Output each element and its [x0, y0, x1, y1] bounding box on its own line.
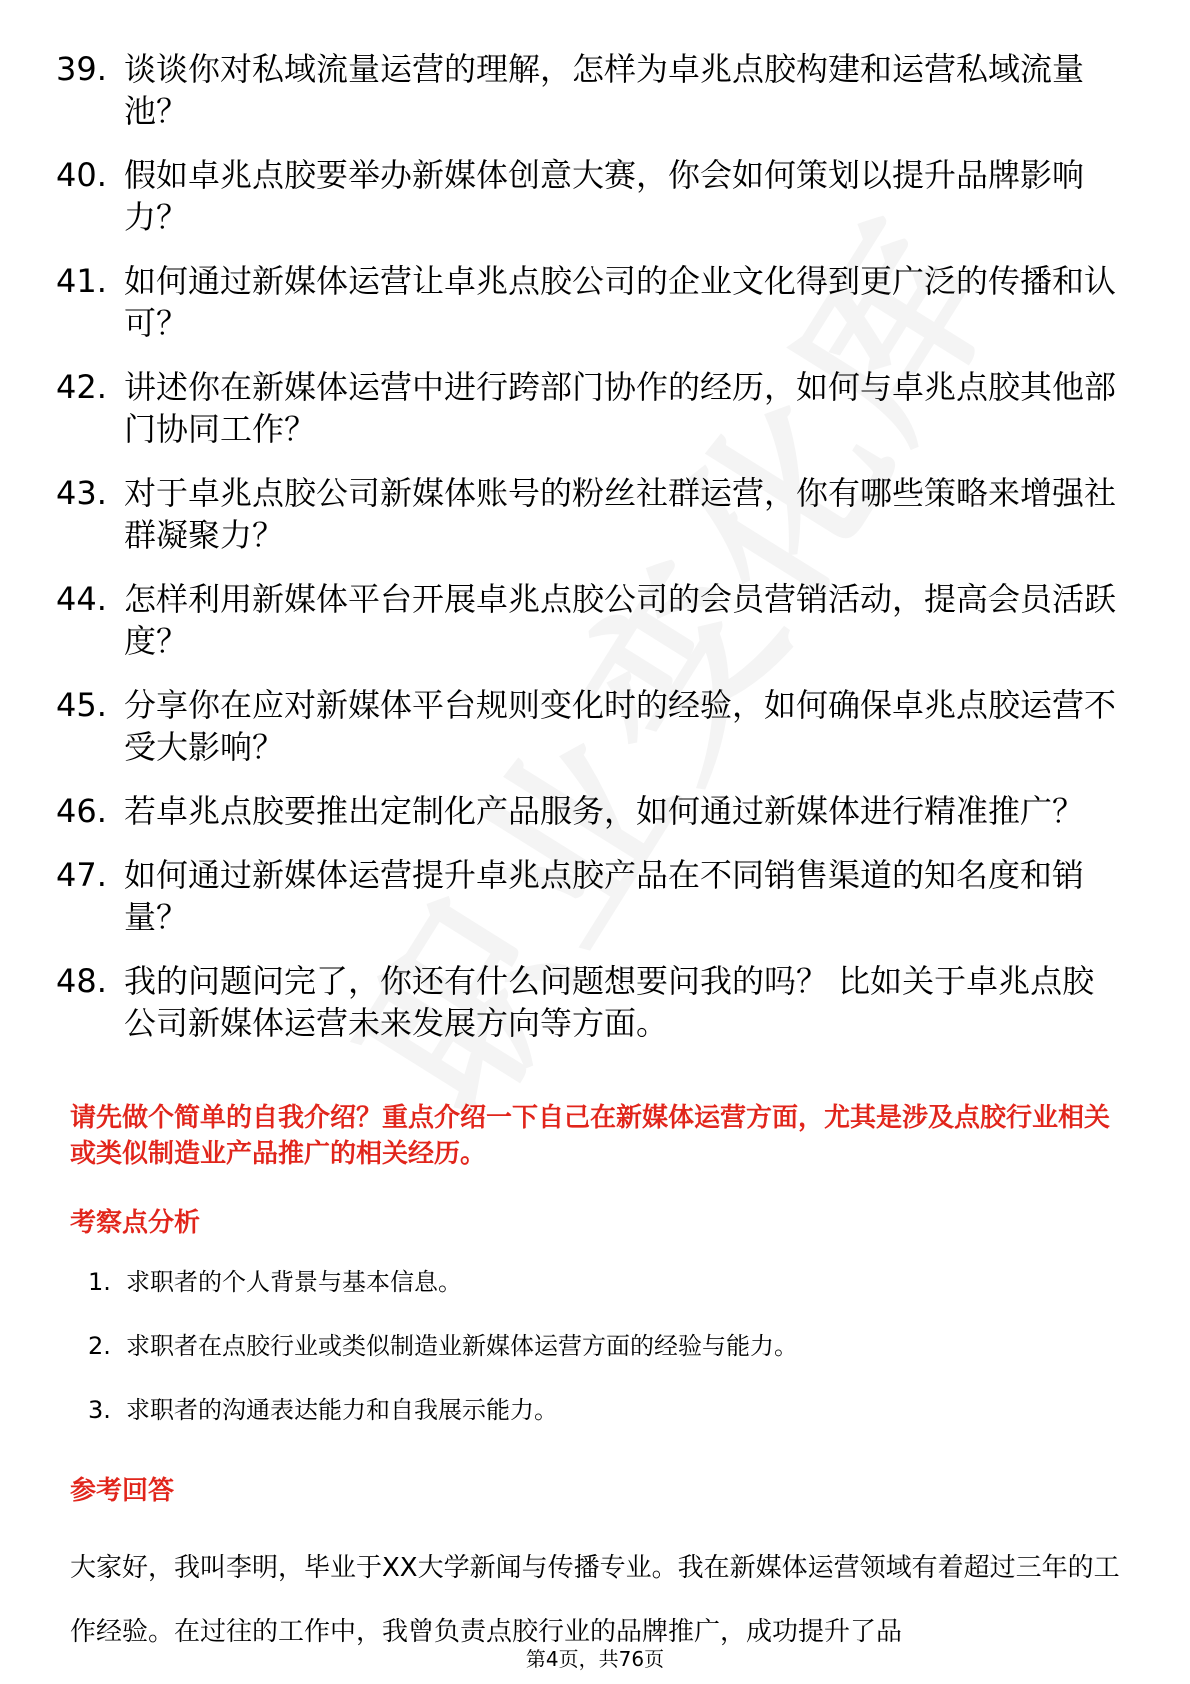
question-number: 44.: [56, 580, 107, 618]
analysis-heading: 考察点分析: [70, 1208, 201, 1238]
question-text: 谈谈你对私域流量运营的理解，怎样为卓兆点胶构建和运营私域流量池？: [124, 50, 1085, 130]
analysis-point: [88, 1329, 1088, 1363]
question-text: 如何通过新媒体运营让卓兆点胶公司的企业文化得到更广泛的传播和认可？: [124, 262, 1117, 342]
point-number: 2.: [88, 1332, 111, 1360]
question-text: 讲述你在新媒体运营中进行跨部门协作的经历，如何与卓兆点胶其他部门协同工作？: [124, 368, 1117, 448]
highlighted-question: 请先做个简单的自我介绍？重点介绍一下自己在新媒体运营方面，尤其是涉及点胶行业相关或类似制造业产品推广的相关经历。: [70, 1103, 1111, 1169]
question-text: 我的问题问完了，你还有什么问题想要问我的吗？ 比如关于卓兆点胶公司新媒体运营未来发展方向等方面。: [124, 962, 1095, 1042]
question-item: [56, 578, 1124, 662]
point-number: 1.: [88, 1268, 111, 1296]
question-number: 48.: [56, 962, 107, 1000]
reference-heading: 参考回答: [70, 1476, 175, 1506]
question-item: [56, 260, 1124, 344]
question-number: 46.: [56, 792, 107, 830]
point-text: 求职者的个人背景与基本信息。: [126, 1268, 462, 1296]
question-item: [56, 960, 1124, 1044]
question-number: 45.: [56, 686, 107, 724]
question-text: 对于卓兆点胶公司新媒体账号的粉丝社群运营，你有哪些策略来增强社群凝聚力？: [124, 474, 1117, 554]
question-number: 39.: [56, 50, 107, 88]
question-list: [0, 48, 1190, 1066]
question-text: 如何通过新媒体运营提升卓兆点胶产品在不同销售渠道的知名度和销量？: [124, 856, 1085, 936]
analysis-points: [88, 1265, 1088, 1457]
question-text: 怎样利用新媒体平台开展卓兆点胶公司的会员营销活动，提高会员活跃度？: [124, 580, 1117, 660]
question-number: 47.: [56, 856, 107, 894]
question-number: 42.: [56, 368, 107, 406]
question-number: 40.: [56, 156, 107, 194]
point-text: 求职者在点胶行业或类似制造业新媒体运营方面的经验与能力。: [126, 1332, 798, 1360]
question-number: 43.: [56, 474, 107, 512]
reference-answer: 大家好，我叫李明，毕业于XX大学新闻与传播专业。我在新媒体运营领域有着超过三年的工作经验。在过往的工作中，我曾负责点胶行业的品牌推广，成功提升了品: [70, 1553, 1120, 1647]
question-item: [56, 154, 1124, 238]
question-text: 假如卓兆点胶要举办新媒体创意大赛，你会如何策划以提升品牌影响力？: [124, 156, 1085, 236]
question-item: [56, 48, 1124, 132]
question-text: 分享你在应对新媒体平台规则变化时的经验，如何确保卓兆点胶运营不受大影响？: [124, 686, 1117, 766]
point-text: 求职者的沟通表达能力和自我展示能力。: [126, 1396, 558, 1424]
analysis-point: [88, 1393, 1088, 1427]
page-number: 第4页，共76页: [525, 1647, 665, 1671]
question-text: 若卓兆点胶要推出定制化产品服务，如何通过新媒体进行精准推广？: [124, 792, 1085, 830]
question-item: [56, 684, 1124, 768]
analysis-point: [88, 1265, 1088, 1299]
question-item: [56, 472, 1124, 556]
question-number: 41.: [56, 262, 107, 300]
question-item: [56, 790, 1124, 832]
question-item: [56, 854, 1124, 938]
question-item: [56, 366, 1124, 450]
point-number: 3.: [88, 1396, 111, 1424]
